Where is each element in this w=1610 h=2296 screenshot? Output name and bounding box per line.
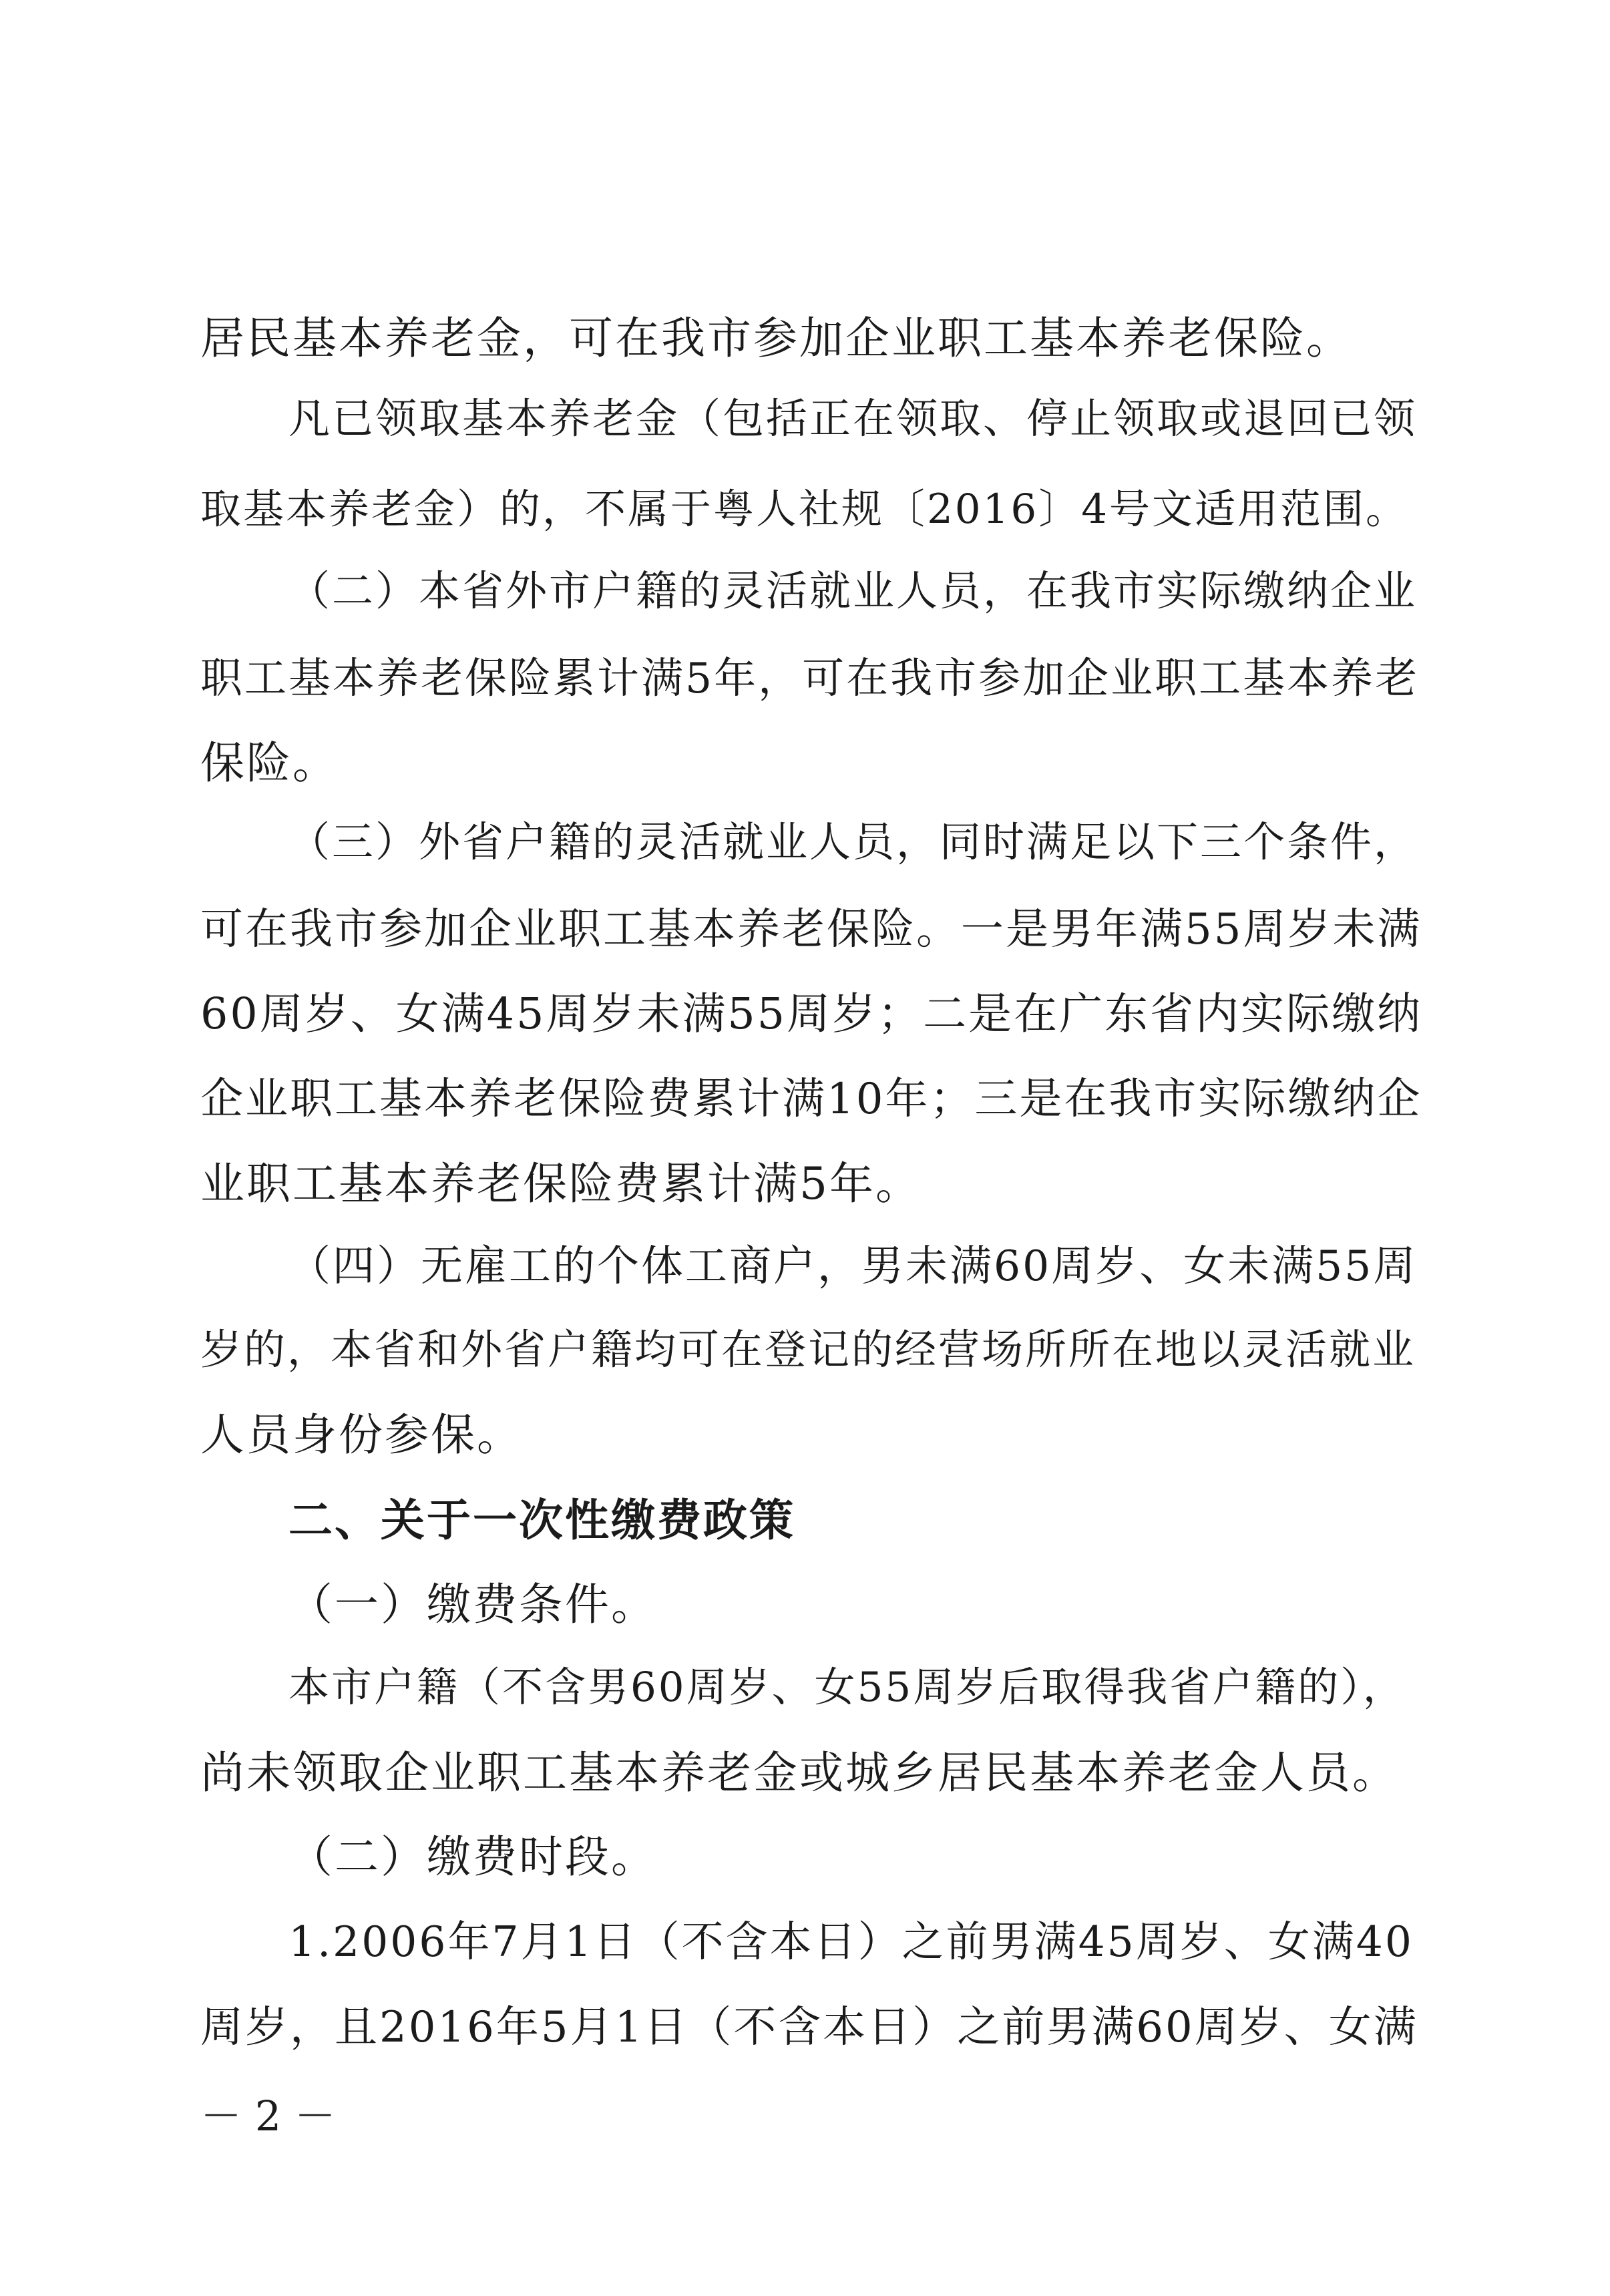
text-line: （二）缴费时段。	[288, 1831, 657, 1883]
text-line: 人员身份参保。	[200, 1409, 523, 1461]
text-line: 尚未领取企业职工基本养老金或城乡居民基本养老金人员。	[200, 1747, 1398, 1798]
text-line: 周岁，且2016年5月1日（不含本日）之前男满60周岁、女满	[200, 2003, 1418, 2052]
text-line: 岁的，本省和外省户籍均可在登记的经营场所所在地以灵活就业	[200, 1325, 1416, 1374]
text-line: 居民基本养老金，可在我市参加企业职工基本养老保险。	[200, 313, 1352, 364]
text-line: 1.2006年7月1日（不含本日）之前男满45周岁、女满40	[288, 1917, 1414, 1966]
text-line: 业职工基本养老保险费累计满5年。	[200, 1158, 922, 1209]
text-line: （二）本省外市户籍的灵活就业人员，在我市实际缴纳企业	[288, 566, 1418, 615]
text-line: 凡已领取基本养老金（包括正在领取、停止领取或退回已领	[288, 394, 1418, 443]
page-number: － 2 －	[200, 2092, 336, 2140]
section-heading: 二、关于一次性缴费政策	[288, 1495, 795, 1546]
text-line: （一）缴费条件。	[288, 1579, 657, 1630]
text-line: 60周岁、女满45周岁未满55周岁；二是在广东省内实际缴纳	[200, 989, 1423, 1039]
text-line: 企业职工基本养老保险费累计满10年；三是在我市实际缴纳企	[200, 1075, 1422, 1124]
text-line: （四）无雇工的个体工商户，男未满60周岁、女未满55周	[288, 1241, 1418, 1290]
text-line: 职工基本养老保险累计满5年，可在我市参加企业职工基本养老	[200, 654, 1420, 703]
text-line: 本市户籍（不含男60周岁、女55周岁后取得我省户籍的），	[288, 1664, 1406, 1711]
text-line: （三）外省户籍的灵活就业人员，同时满足以下三个条件，	[288, 817, 1418, 866]
text-line: 取基本养老金）的，不属于粤人社规〔2016〕4号文适用范围。	[200, 486, 1409, 533]
text-line: 保险。	[200, 737, 339, 789]
text-line: 可在我市参加企业职工基本养老保险。一是男年满55周岁未满	[200, 905, 1422, 954]
